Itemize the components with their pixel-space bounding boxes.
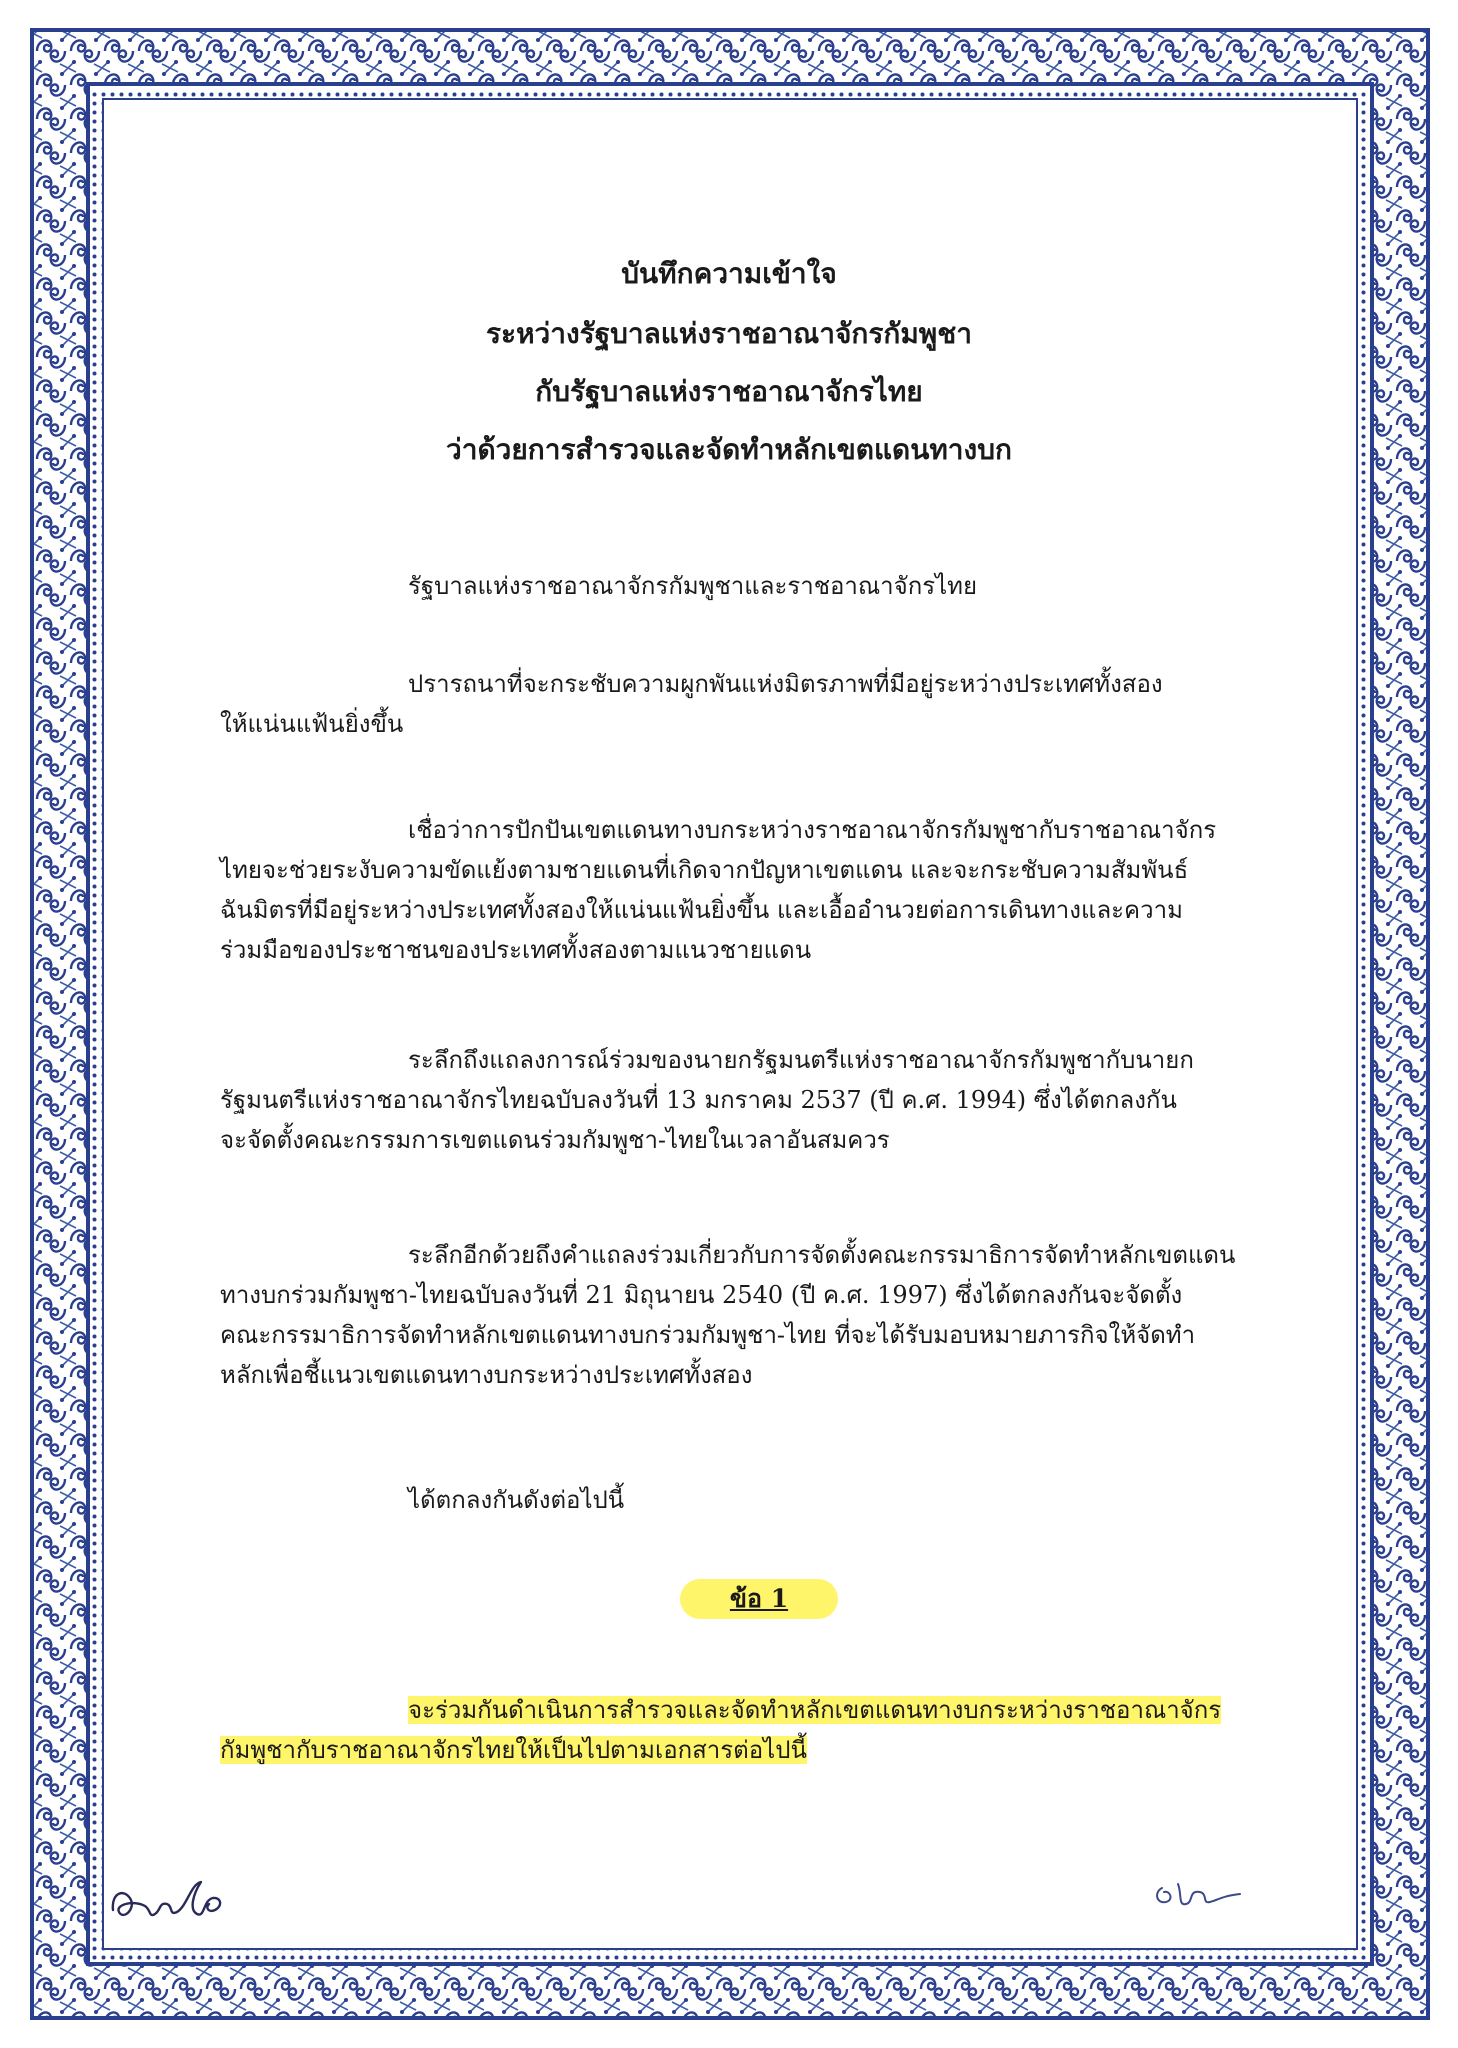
paragraph-line: ไทยจะช่วยระงับความขัดแย้งตามชายแดนที่เกิดจากปัญหาเขตแดน และจะกระชับความสัมพันธ์ xyxy=(220,856,1189,884)
paragraph-line: ปรารถนาที่จะกระชับความผูกพันแห่งมิตรภาพที่มีอยู่ระหว่างประเทศทั้งสอง xyxy=(408,670,1163,698)
paragraph-line: หลักเพื่อชี้แนวเขตแดนทางบกระหว่างประเทศทั้งสอง xyxy=(220,1361,753,1389)
signature-right xyxy=(1148,1870,1268,1930)
paragraph-3 xyxy=(220,1040,1260,1160)
paragraph-4 xyxy=(220,1235,1260,1395)
paragraph-line: ทางบกร่วมกัมพูชา-ไทยฉบับลงวันที่ 21 มิถุนายน 2540 (ปี ค.ศ. 1997) ซึ่งได้ตกลงกันจะจัดตั้ง xyxy=(220,1281,1183,1309)
parties-line: รัฐบาลแห่งราชอาณาจักรกัมพูชาและราชอาณาจักรไทย xyxy=(408,572,978,600)
article-1-text xyxy=(220,1690,1260,1770)
title-line: บันทึกความเข้าใจ xyxy=(621,257,837,290)
highlighted-text: จะร่วมกันดำเนินการสำรวจและจัดทำหลักเขตแดนทางบกระหว่างราชอาณาจักร xyxy=(408,1696,1222,1724)
paragraph-line: ร่วมมือของประชาชนของประเทศทั้งสองตามแนวชายแดน xyxy=(220,936,812,964)
title-line: กับรัฐบาลแห่งราชอาณาจักรไทย xyxy=(535,375,923,408)
paragraph-line: จะจัดตั้งคณะกรรมการเขตแดนร่วมกัมพูชา-ไทยในเวลาอันสมควร xyxy=(220,1126,890,1154)
paragraph-line: เชื่อว่าการปักปันเขตแดนทางบกระหว่างราชอาณาจักรกัมพูชากับราชอาณาจักร xyxy=(408,816,1217,844)
highlighted-text: กัมพูชากับราชอาณาจักรไทยให้เป็นไปตามเอกสารต่อไปนี้ xyxy=(220,1736,807,1764)
paragraph-2 xyxy=(220,810,1260,970)
paragraph-line: ระลึกถึงแถลงการณ์ร่วมของนายกรัฐมนตรีแห่งราชอาณาจักรกัมพูชากับนายก xyxy=(408,1046,1194,1074)
title-line: ระหว่างรัฐบาลแห่งราชอาณาจักรกัมพูชา xyxy=(486,317,972,350)
agreed-line: ได้ตกลงกันดังต่อไปนี้ xyxy=(408,1486,625,1514)
paragraph-line: ระลึกอีกด้วยถึงคำแถลงร่วมเกี่ยวกับการจัดตั้งคณะกรรมาธิการจัดทำหลักเขตแดน xyxy=(408,1241,1236,1269)
paragraph-line: ฉันมิตรที่มีอยู่ระหว่างประเทศทั้งสองให้แน่นแฟ้นยิ่งขึ้น และเอื้ออำนวยต่อการเดินทางและความ xyxy=(220,896,1183,924)
paragraph-1 xyxy=(220,664,1260,744)
paragraph-line: ให้แน่นแฟ้นยิ่งขึ้น xyxy=(220,710,404,738)
signature-left xyxy=(105,1870,235,1940)
article-heading: ข้อ 1 xyxy=(680,1579,838,1619)
paragraph-line: คณะกรรมาธิการจัดทำหลักเขตแดนทางบกร่วมกัมพูชา-ไทย ที่จะได้รับมอบหมายภารกิจให้จัดทำ xyxy=(220,1321,1196,1349)
paragraph-line: รัฐมนตรีแห่งราชอาณาจักรไทยฉบับลงวันที่ 13 มกราคม 2537 (ปี ค.ศ. 1994) ซึ่งได้ตกลงกัน xyxy=(220,1086,1177,1114)
title-line: ว่าด้วยการสำรวจและจัดทำหลักเขตแดนทางบก xyxy=(446,433,1012,466)
